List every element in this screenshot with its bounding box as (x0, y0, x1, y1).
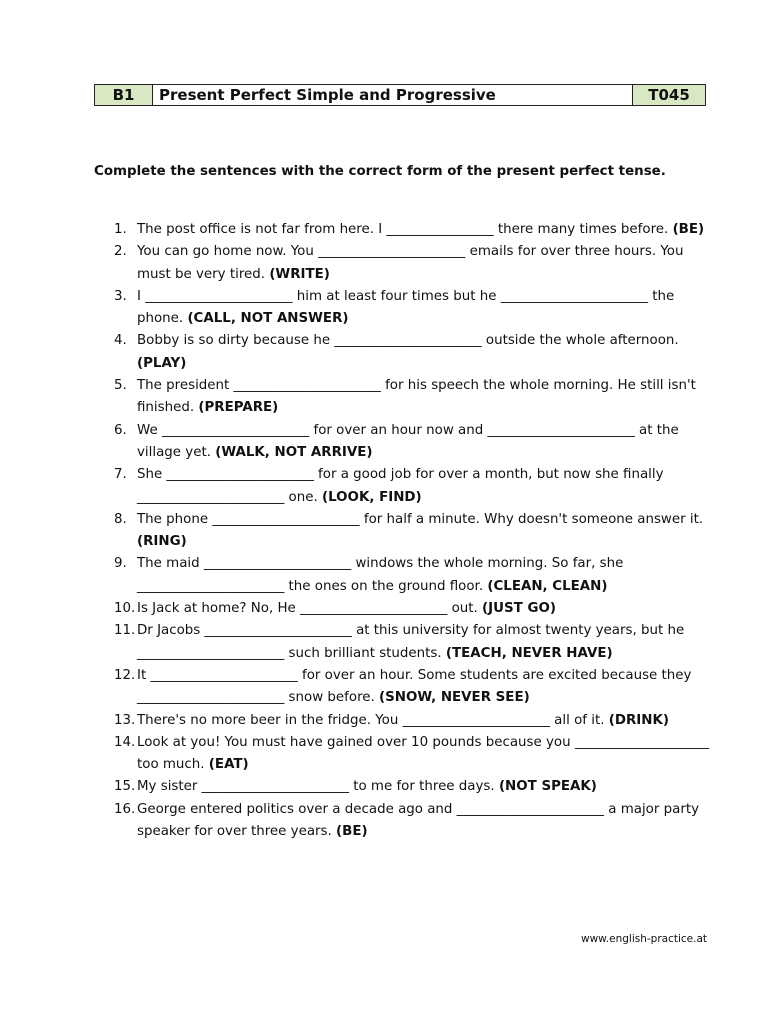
item-number: 6. (114, 422, 127, 438)
exercise-list (114, 219, 710, 843)
exercise-item-12 (114, 665, 710, 710)
verb-hint: (BE) (336, 824, 368, 840)
verb-hint: (PREPARE) (198, 400, 279, 416)
worksheet-title: Present Perfect Simple and Progressive (153, 85, 633, 105)
item-number: 5. (114, 378, 127, 394)
worksheet-header (94, 84, 706, 106)
exercise-item-8 (114, 509, 710, 554)
level-cell: B1 (95, 85, 153, 105)
item-number: 13. (114, 712, 136, 728)
item-number: 15. (114, 779, 136, 795)
verb-hint: (WRITE) (269, 266, 330, 282)
exercise-item-2 (114, 241, 710, 286)
item-sentence: There's no more beer in the fridge. You ______________________ all of it. (137, 712, 605, 728)
verb-hint: (WALK, NOT ARRIVE) (215, 444, 373, 460)
item-number: 3. (114, 288, 127, 304)
instruction-text: Complete the sentences with the correct form of the present perfect tense. (94, 164, 666, 179)
verb-hint: (JUST GO) (482, 601, 556, 617)
verb-hint: (BE) (672, 222, 705, 237)
item-sentence: She ______________________ for a good job for over a month, but now she finally ______________________ one. (137, 467, 664, 505)
verb-hint: (LOOK, FIND) (322, 489, 422, 505)
item-sentence: The post office is not far from here. I ________________ there many times before. (137, 222, 669, 237)
item-sentence: George entered politics over a decade ago and ______________________ a major party speaker for over three years. (137, 801, 700, 840)
exercise-item-7 (114, 464, 710, 509)
verb-hint: (CALL, NOT ANSWER) (187, 311, 349, 327)
exercise-item-11 (114, 620, 710, 665)
exercise-item-9 (114, 553, 710, 598)
item-number: 11. (114, 623, 136, 639)
item-number: 4. (114, 333, 127, 349)
item-sentence: Bobby is so dirty because he ______________________ outside the whole afternoon. (137, 333, 679, 349)
item-number: 7. (114, 467, 127, 483)
item-sentence: It ______________________ for over an hour. Some students are excited because they ______________________ snow before. (137, 667, 692, 706)
verb-hint: (NOT SPEAK) (498, 779, 597, 795)
item-number: 9. (114, 556, 127, 572)
item-sentence: The maid ______________________ windows the whole morning. So far, she ______________________ the ones on the ground floor. (137, 556, 624, 594)
item-sentence: We ______________________ for over an hour now and ______________________ at the village yet. (137, 422, 679, 460)
item-sentence: Look at you! You must have gained over 10 pounds because you ____________________ too much. (137, 734, 709, 773)
verb-hint: (RING) (137, 534, 187, 550)
exercise-item-1 (114, 219, 710, 241)
item-sentence: My sister ______________________ to me for three days. (137, 779, 495, 795)
exercise-item-10 (114, 598, 710, 620)
exercise-item-3 (114, 286, 710, 331)
item-sentence: The phone ______________________ for half a minute. Why doesn't someone answer it. (137, 511, 704, 527)
item-number: 8. (114, 511, 127, 527)
verb-hint: (EAT) (208, 757, 249, 773)
item-number: 1. (114, 222, 127, 237)
exercise-item-5 (114, 375, 710, 420)
verb-hint: (SNOW, NEVER SEE) (379, 690, 530, 706)
exercise-item-13 (114, 710, 710, 732)
item-number: 14. (114, 734, 136, 750)
exercise-item-15 (114, 776, 710, 798)
item-sentence: I ______________________ him at least four times but he ______________________ the phone. (137, 288, 675, 327)
verb-hint: (PLAY) (137, 355, 187, 371)
worksheet-code: T045 (633, 85, 705, 105)
item-sentence: You can go home now. You ______________________ emails for over three hours. You must be very tired. (137, 244, 684, 282)
exercise-item-6 (114, 420, 710, 465)
item-number: 16. (114, 801, 136, 817)
exercise-item-16 (114, 799, 710, 844)
item-sentence: Dr Jacobs ______________________ at this university for almost twenty years, but he ______________________ such brilliant students. (137, 623, 685, 661)
item-number: 12. (114, 667, 136, 683)
exercise-item-14 (114, 732, 710, 777)
verb-hint: (TEACH, NEVER HAVE) (445, 645, 613, 661)
verb-hint: (DRINK) (608, 712, 669, 728)
item-sentence: Is Jack at home? No, He ______________________ out. (137, 601, 478, 617)
exercise-item-4 (114, 330, 710, 375)
footer-website: www.english-practice.at (580, 933, 707, 945)
item-sentence: The president ______________________ for his speech the whole morning. He still isn't finished. (137, 378, 696, 416)
item-number: 10. (114, 601, 136, 617)
verb-hint: (CLEAN, CLEAN) (487, 578, 608, 594)
item-number: 2. (114, 244, 127, 260)
